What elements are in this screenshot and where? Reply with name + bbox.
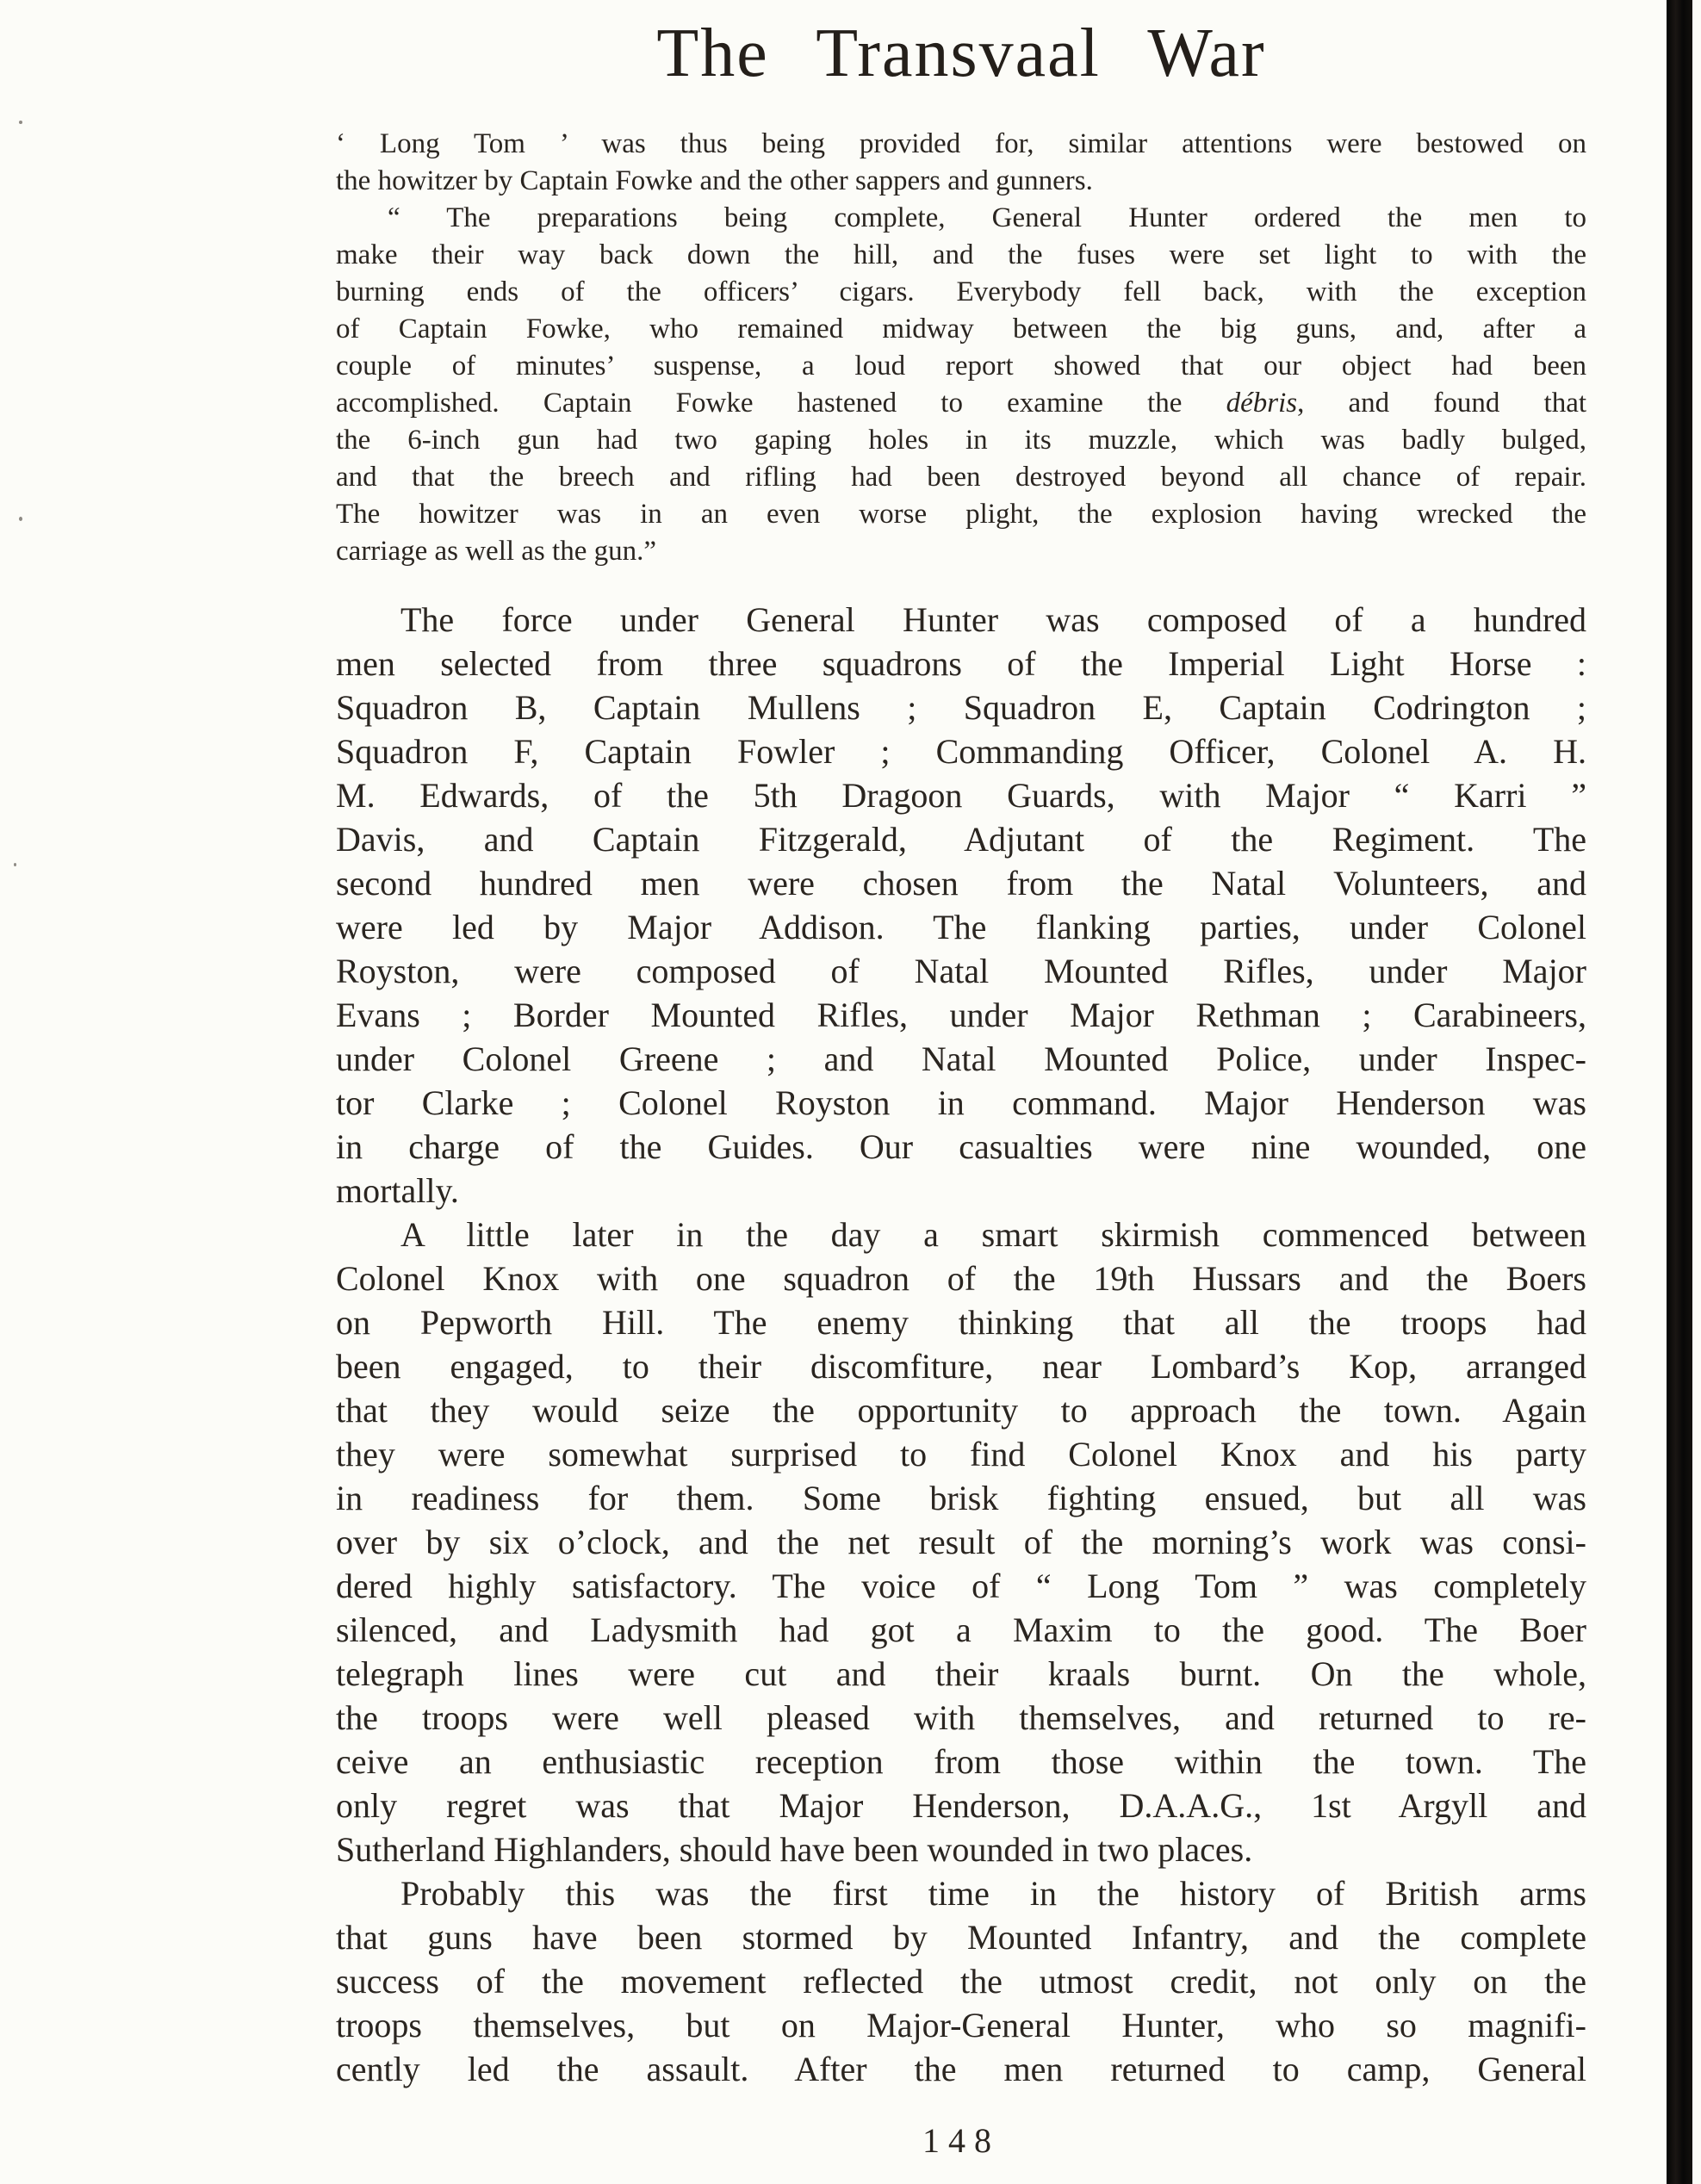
block-quote-excerpt — [336, 126, 1586, 570]
text-line: silenced, and Ladysmith had got a Maxim to the good. The Boer — [336, 1610, 1586, 1649]
text-line: Squadron B, Captain Mullens ; Squadron E, Captain Codrington ; — [336, 688, 1586, 727]
text-line: telegraph lines were cut and their kraals burnt. On the whole, — [336, 1654, 1586, 1693]
text-line: dered highly satisfactory. The voice of “ Long Tom ” was completely — [336, 1567, 1586, 1605]
text-line: Royston, were composed of Natal Mounted Rifles, under Major — [336, 952, 1586, 990]
text-line: been engaged, to their discomfiture, near Lombard’s Kop, arranged — [336, 1347, 1586, 1386]
text-line: that guns have been stormed by Mounted Infantry, and the complete — [336, 1918, 1586, 1957]
text-line: Squadron F, Captain Fowler ; Commanding Officer, Colonel A. H. — [336, 732, 1586, 771]
text-line: under Colonel Greene ; and Natal Mounted Police, under Inspec- — [336, 1039, 1586, 1078]
text-line: the 6-inch gun had two gaping holes in its muzzle, which was badly bulged, — [336, 425, 1586, 456]
text-line: A little later in the day a smart skirmish commenced between — [400, 1215, 1586, 1254]
text-line: Sutherland Highlanders, should have been wounded in two places. — [336, 1830, 1253, 1869]
text-line: cently led the assault. After the men returned to camp, General — [336, 2050, 1586, 2088]
text-line: in readiness for them. Some brisk fighting ensued, but all was — [336, 1479, 1586, 1517]
text-line: Davis, and Captain Fitzgerald, Adjutant of the Regiment. The — [336, 820, 1586, 859]
body-text — [336, 598, 1586, 2091]
scan-speck — [19, 517, 22, 521]
text-line: Probably this was the first time in the history of British arms — [400, 1874, 1586, 1913]
text-line: The howitzer was in an even worse plight, the explosion having wrecked the — [336, 499, 1586, 530]
text-line: success of the movement reflected the utmost credit, not only on the — [336, 1962, 1586, 2001]
text-line: couple of minutes’ suspense, a loud report showed that our object had been — [336, 351, 1586, 382]
text-line: make their way back down the hill, and the fuses were set light to with the — [336, 239, 1586, 270]
text-line: Evans ; Border Mounted Rifles, under Major Rethman ; Carabineers, — [336, 996, 1586, 1034]
text-line: and that the breech and rifling had been destroyed beyond all chance of repair. — [336, 462, 1586, 493]
text-line: were led by Major Addison. The flanking parties, under Colonel — [336, 908, 1586, 946]
text-line: the howitzer by Captain Fowke and the other sappers and gunners. — [336, 165, 1093, 196]
text-line: troops themselves, but on Major-General Hunter, who so magnifi- — [336, 2006, 1586, 2044]
text-line: over by six o’clock, and the net result of the morning’s work was consi- — [336, 1523, 1586, 1561]
text-line: men selected from three squadrons of the Imperial Light Horse : — [336, 644, 1586, 683]
text-line: carriage as well as the gun.” — [336, 536, 656, 567]
scan-speck — [14, 863, 16, 866]
scan-edge-bar — [1667, 0, 1692, 2184]
text-line: they were somewhat surprised to find Colonel Knox and his party — [336, 1435, 1586, 1474]
text-line: “ The preparations being complete, General Hunter ordered the men to — [388, 202, 1586, 233]
text-line: tor Clarke ; Colonel Royston in command. Major Henderson was — [336, 1083, 1586, 1122]
text-line: of Captain Fowke, who remained midway between the big guns, and, after a — [336, 313, 1586, 344]
text-line: on Pepworth Hill. The enemy thinking that all the troops had — [336, 1303, 1586, 1342]
text-line: accomplished. Captain Fowke hastened to examine the débris, and found that — [336, 388, 1587, 419]
scan-speck — [19, 121, 22, 124]
text-line: second hundred men were chosen from the Natal Volunteers, and — [336, 864, 1586, 903]
text-line: ceive an enthusiastic reception from those within the town. The — [336, 1742, 1586, 1781]
text-line: mortally. — [336, 1171, 459, 1210]
text-line: that they would seize the opportunity to approach the town. Again — [336, 1391, 1586, 1430]
text-line: Colonel Knox with one squadron of the 19th Hussars and the Boers — [336, 1259, 1586, 1298]
text-line: burning ends of the officers’ cigars. Everybody fell back, with the exception — [336, 276, 1586, 307]
text-line: the troops were well pleased with themselves, and returned to re- — [336, 1698, 1586, 1737]
text-line: M. Edwards, of the 5th Dragoon Guards, with Major “ Karri ” — [336, 776, 1586, 815]
text-line: in charge of the Guides. Our casualties were nine wounded, one — [336, 1127, 1586, 1166]
text-line: ‘ Long Tom ’ was thus being provided for, similar attentions were bestowed on — [336, 128, 1586, 159]
paragraph-force-composition — [336, 598, 1586, 1213]
text-line: only regret was that Major Henderson, D.A.A.G., 1st Argyll and — [336, 1786, 1586, 1825]
text-line: The force under General Hunter was composed of a hundred — [400, 600, 1586, 639]
paragraph-skirmish — [336, 1213, 1586, 1871]
chapter-title: The Transvaal War — [656, 16, 1266, 91]
paragraph-mounted-infantry — [336, 1871, 1586, 2091]
page-number: 148 — [922, 2121, 1000, 2160]
